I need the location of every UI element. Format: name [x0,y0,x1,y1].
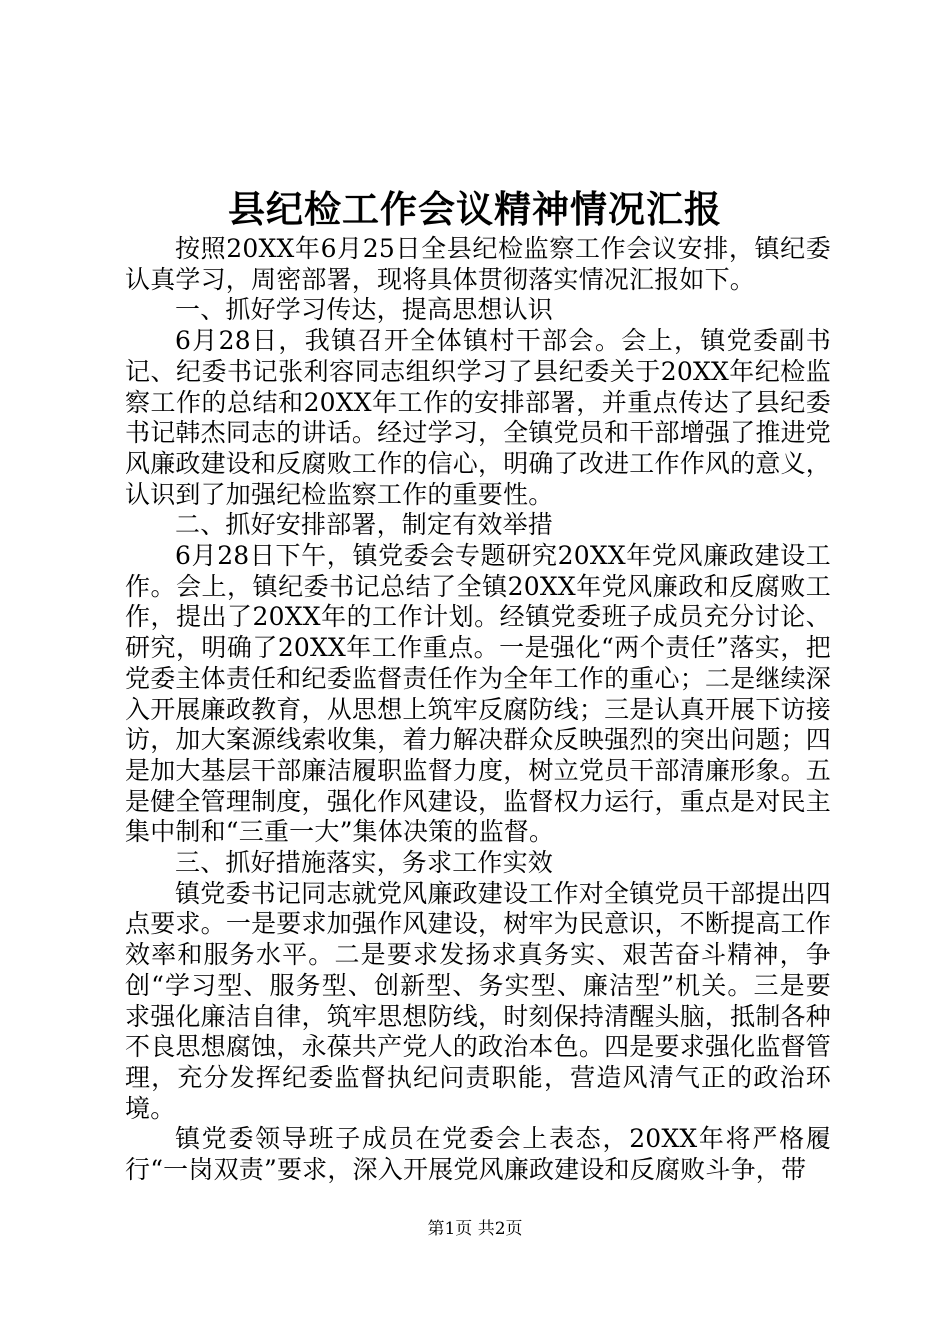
section-heading-1: 一、抓好学习传达，提高思想认识 [175,295,554,325]
section-heading-3: 三、抓好措施落实，务求工作实效 [175,848,554,878]
section-heading-2: 二、抓好安排部署，制定有效举措 [175,510,554,540]
paragraph-closing: 镇党委领导班子成员在党委会上表态，20XX年将严格履行“一岗双责”要求，深入开展党风廉政建设和反腐败斗争，带 [125,1124,831,1185]
paragraph-section-2: 6月28日下午，镇党委会专题研究20XX年党风廉政建设工作。会上，镇纪委书记总结了全镇20XX年党风廉政和反腐败工作，提出了20XX年的工作计划。经镇党委班子成员充分讨论、研究，明确了20XX年工作重点。一是强化“两个责任”落实，把党委主体责任和纪委监督责任作为全年工作的重心；二是继续深入开展廉政教育，从思想上筑牢反腐防线；三是认真开展下访接访，加大案源线索收集，着力解决群众反映强烈的突出问题；四是加大基层干部廉洁履职监督力度，树立党员干部清廉形象。五是健全管理制度，强化作风建设，监督权力运行，重点是对民主集中制和“三重一大”集体决策的监督。 [125,541,831,847]
document-body [125,234,831,1186]
page-number-footer: 第1页 共2页 [427,1219,523,1239]
paragraph-section-3: 镇党委书记同志就党风廉政建设工作对全镇党员干部提出四点要求。一是要求加强作风建设，树牢为民意识，不断提高工作效率和服务水平。二是要求发扬求真务实、艰苦奋斗精神，争创“学习型、服务型、创新型、务实型、廉洁型”机关。三是要求强化廉洁自律，筑牢思想防线，时刻保持清醒头脑，抵制各种不良思想腐蚀，永葆共产党人的政治本色。四是要求强化监督管理，充分发挥纪委监督执纪问责职能，营造风清气正的政治环境。 [125,878,831,1123]
paragraph-intro: 按照20XX年6月25日全县纪检监察工作会议安排，镇纪委认真学习，周密部署，现将具体贯彻落实情况汇报如下。 [125,234,831,294]
document-title: 县纪检工作会议精神情况汇报 [228,187,722,231]
paragraph-section-1: 6月28日，我镇召开全体镇村干部会。会上，镇党委副书记、纪委书记张利容同志组织学习了县纪委关于20XX年纪检监察工作的总结和20XX年工作的安排部署，并重点传达了县纪委书记韩杰同志的讲话。经过学习，全镇党员和干部增强了推进党风廉政建设和反腐败工作的信心，明确了改进工作作风的意义，认识到了加强纪检监察工作的重要性。 [125,326,831,509]
